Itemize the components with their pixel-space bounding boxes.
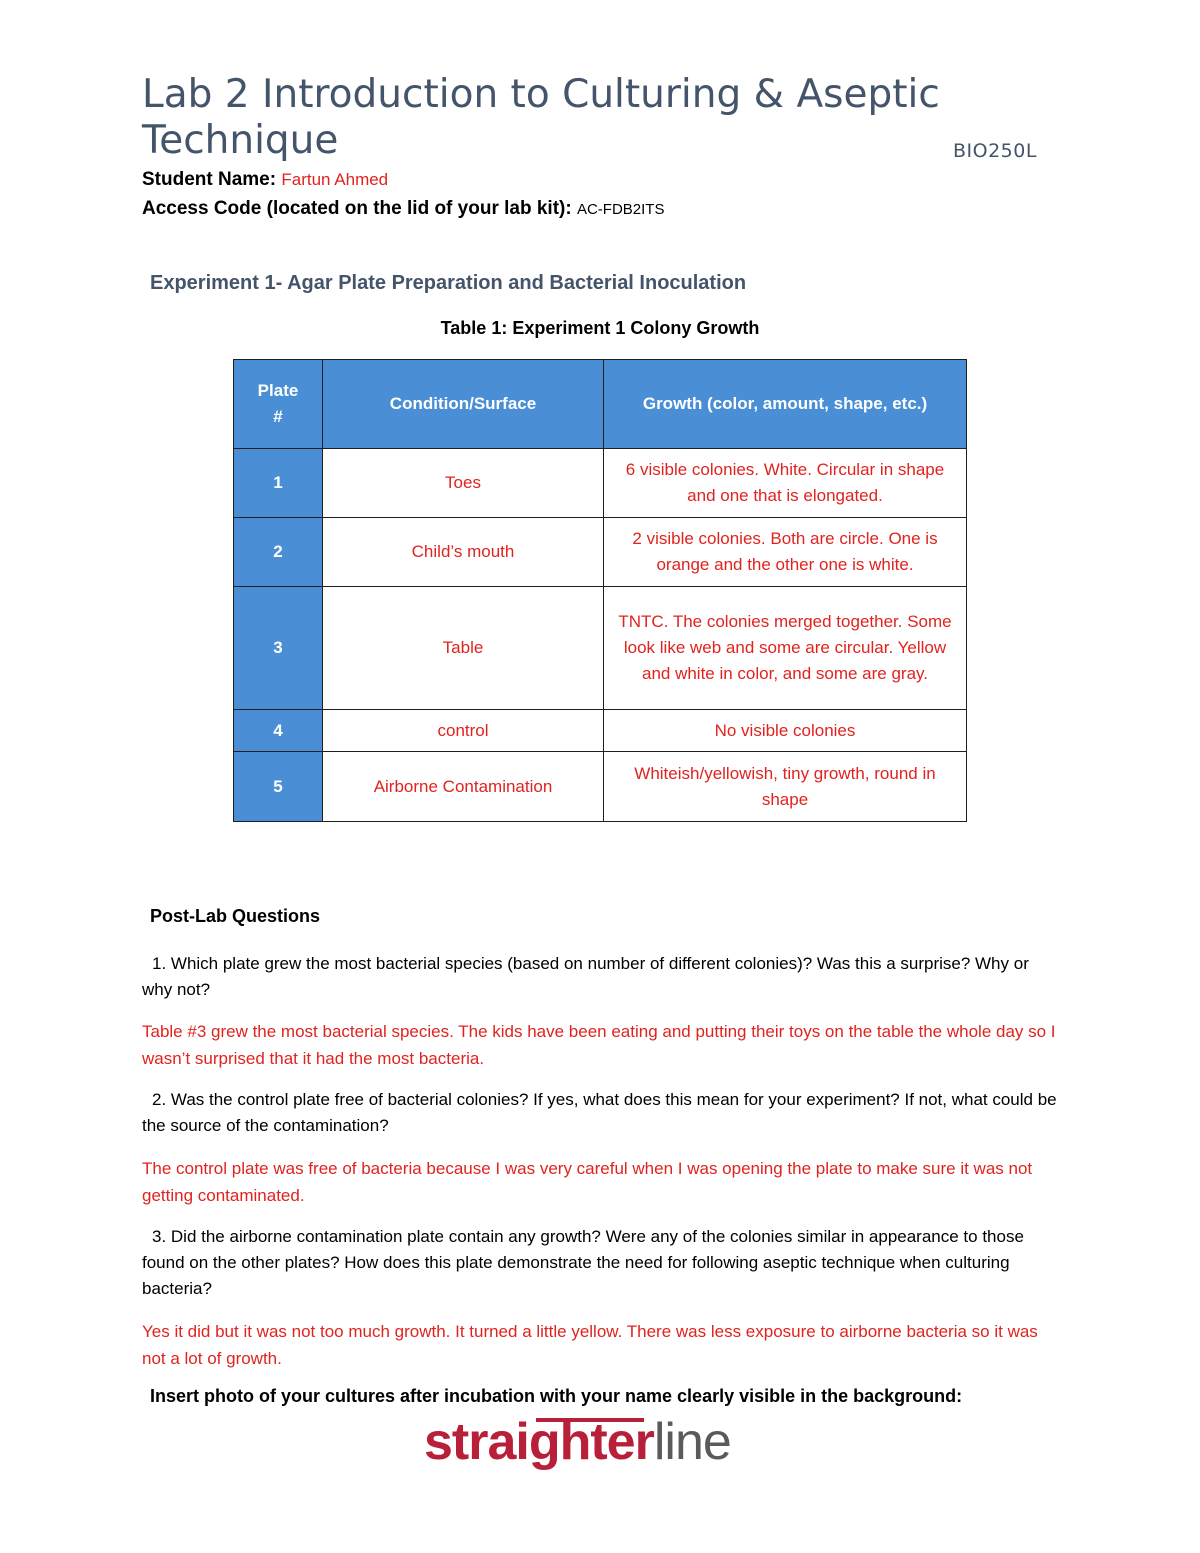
- logo-part-1: straighter: [424, 1413, 654, 1471]
- student-name-row: [142, 169, 388, 191]
- insert-photo-instruction: Insert photo of your cultures after incubation with your name clearly visible in the background:: [150, 1386, 963, 1406]
- question-3: 3. Did the airborne contamination plate contain any growth? Were any of the colonies similar in appearance to those found on the other plates? How does this plate demonstrate the need for following aseptic technique when culturing bacteria?: [142, 1227, 1024, 1298]
- access-code-row: [142, 198, 664, 220]
- condition-cell: Airborne Contamination: [323, 752, 604, 822]
- student-name-value: Fartun Ahmed: [281, 170, 389, 189]
- table-row: [234, 518, 967, 587]
- colony-growth-table: [233, 359, 967, 822]
- condition-cell: Child’s mouth: [323, 518, 604, 587]
- table-row: [234, 587, 967, 710]
- answer-1: Table #3 grew the most bacterial species. The kids have been eating and putting their toys on the table the whole day so I wasn’t surprised that it had the most bacteria.: [142, 1022, 1056, 1068]
- question-1: 1. Which plate grew the most bacterial species (based on number of different colonies)? Was this a surprise? Why or why not?: [142, 954, 1029, 999]
- question-2: 2. Was the control plate free of bacterial colonies? If yes, what does this mean for your experiment? If not, what could be the source of the contamination?: [142, 1090, 1057, 1135]
- header-plate-line1: Plate: [257, 381, 299, 400]
- table-row: [234, 710, 967, 752]
- growth-cell: 6 visible colonies. White. Circular in shape and one that is elongated.: [604, 449, 967, 518]
- plate-number: 2: [234, 518, 323, 587]
- growth-cell: No visible colonies: [604, 710, 967, 752]
- logo-part-2: line: [653, 1413, 731, 1471]
- student-name-label: Student Name:: [142, 169, 277, 190]
- table-row: [234, 449, 967, 518]
- plate-number: 3: [234, 587, 323, 710]
- document-title: [142, 72, 1062, 164]
- growth-cell: 2 visible colonies. Both are circle. One is orange and the other one is white.: [604, 518, 967, 587]
- growth-cell: TNTC. The colonies merged together. Some look like web and some are circular. Yellow and white in color, and some are gray.: [604, 587, 967, 710]
- table-header-row: [234, 360, 967, 449]
- condition-cell: Toes: [323, 449, 604, 518]
- experiment-1-heading: Experiment 1- Agar Plate Preparation and Bacterial Inoculation: [150, 272, 747, 294]
- plate-number: 5: [234, 752, 323, 822]
- table-caption: Table 1: Experiment 1 Colony Growth: [440, 318, 760, 338]
- header-condition: Condition/Surface: [323, 360, 604, 449]
- header-plate-line2: #: [273, 407, 283, 426]
- access-code-value: AC-FDB2ITS: [576, 201, 665, 218]
- straighterline-logo: [424, 1412, 731, 1472]
- growth-cell: Whiteish/yellowish, tiny growth, round in shape: [604, 752, 967, 822]
- answer-2: The control plate was free of bacteria because I was very careful when I was opening the plate to make sure it was not getting contaminated.: [142, 1159, 1033, 1205]
- header-plate: [234, 360, 323, 449]
- table-row: [234, 752, 967, 822]
- postlab-heading: Post-Lab Questions: [150, 906, 321, 926]
- condition-cell: control: [323, 710, 604, 752]
- plate-number: 1: [234, 449, 323, 518]
- plate-number: 4: [234, 710, 323, 752]
- access-code-label: Access Code (located on the lid of your lab kit):: [142, 198, 572, 219]
- course-code: BIO250L: [953, 140, 1037, 162]
- condition-cell: Table: [323, 587, 604, 710]
- header-growth: Growth (color, amount, shape, etc.): [604, 360, 967, 449]
- title-line-1: Lab 2 Introduction to Culturing & Aseptic: [142, 72, 940, 117]
- title-line-2: Technique: [142, 118, 339, 163]
- answer-3: Yes it did but it was not too much growth. It turned a little yellow. There was less exposure to airborne bacteria so it was not a lot of growth.: [142, 1322, 1038, 1368]
